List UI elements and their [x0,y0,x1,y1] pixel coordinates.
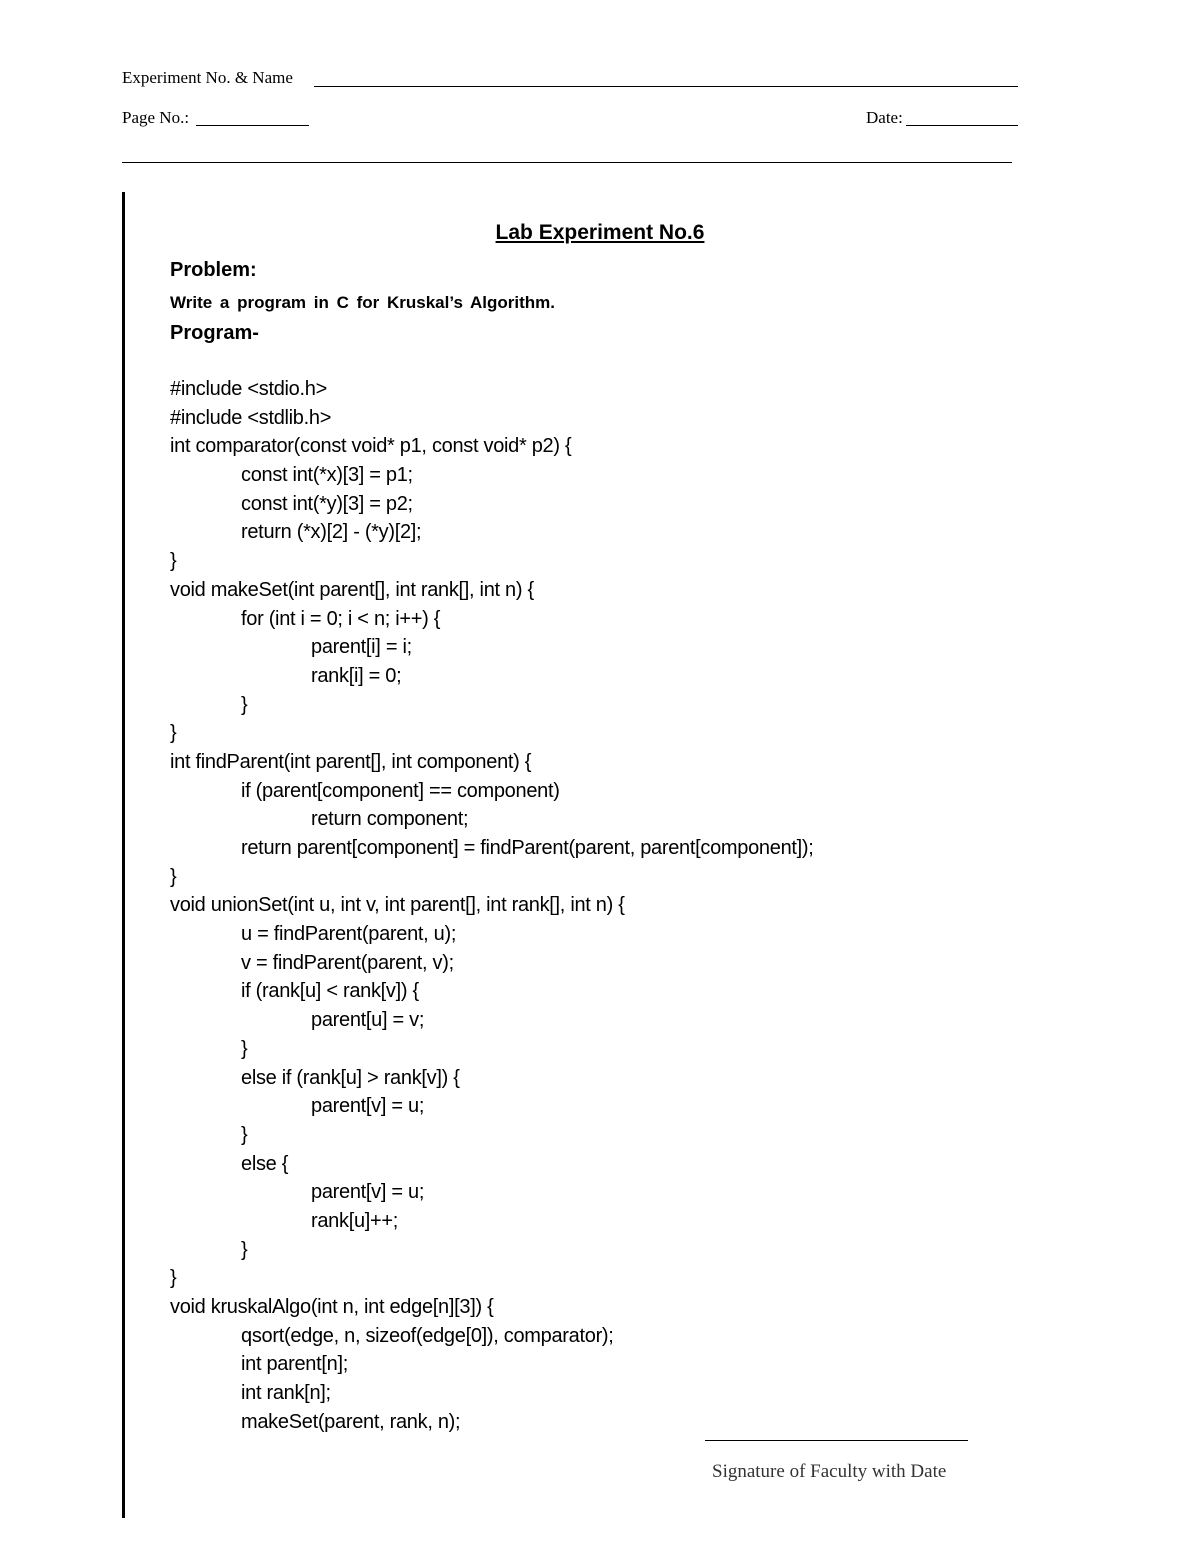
code-line: return (*x)[2] - (*y)[2]; [241,521,422,544]
problem-heading: Problem: [170,259,257,281]
code-line: parent[v] = u; [311,1095,425,1118]
code-line: void kruskalAlgo(int n, int edge[n][3]) { [170,1296,494,1318]
code-line: } [170,550,177,573]
signature-label: Signature of Faculty with Date [712,1461,947,1482]
code-line: int findParent(int parent[], int component) { [170,750,532,773]
header-divider [122,162,1012,163]
experiment-name-label: Experiment No. & Name [122,68,293,87]
page-title: Lab Experiment No.6 [495,221,705,244]
code-line: parent[v] = u; [311,1181,425,1204]
left-margin-bar [122,192,125,1518]
code-line: } [170,722,177,745]
code-line: } [241,693,248,716]
program-heading: Program- [170,322,259,344]
code-line: for (int i = 0; i < n; i++) { [241,607,441,630]
code-line: else { [241,1152,289,1175]
experiment-name-blank [314,86,1018,87]
date-blank [906,125,1018,126]
code-line: v = findParent(parent, v); [241,951,454,974]
code-line: void makeSet(int parent[], int rank[], int n) { [170,578,534,601]
code-line: rank[i] = 0; [311,664,402,687]
code-line: } [170,1267,177,1290]
code-line: void unionSet(int u, int v, int parent[], int rank[], int n) { [170,894,625,917]
signature-line [705,1440,968,1441]
code-line: qsort(edge, n, sizeof(edge[0]), comparator); [241,1324,614,1347]
code-line: return component; [311,808,469,831]
code-line: const int(*y)[3] = p2; [241,492,413,515]
code-line: rank[u]++; [311,1209,399,1232]
page-number-label: Page No.: [122,108,190,127]
experiment-name-line [122,68,1018,88]
problem-text: Write a program in C for Kruskal’s Algorithm. [170,293,555,312]
code-line: #include <stdio.h> [170,378,327,400]
code-line: int parent[n]; [241,1353,348,1376]
code-line: #include <stdlib.h> [170,406,332,429]
code-line: } [241,1123,248,1146]
code-line: makeSet(parent, rank, n); [241,1410,461,1433]
code-line: else if (rank[u] > rank[v]) { [241,1066,460,1089]
code-line: u = findParent(parent, u); [241,923,457,946]
code-line: } [241,1037,248,1060]
code-line: int comparator(const void* p1, const void* p2) { [170,435,572,458]
code-line: return parent[component] = findParent(parent, parent[component]); [241,837,814,859]
code-line: int rank[n]; [241,1382,331,1405]
date-label: Date: [866,108,903,127]
code-line: if (parent[component] == component) [241,779,560,802]
code-line: parent[u] = v; [311,1009,425,1032]
code-line: parent[i] = i; [311,636,412,659]
code-line: if (rank[u] < rank[v]) { [241,980,419,1003]
code-line: } [170,865,177,888]
code-line: const int(*x)[3] = p1; [241,464,413,487]
page-number-blank [196,125,309,126]
code-line: } [241,1238,248,1261]
code-listing [170,375,814,1436]
